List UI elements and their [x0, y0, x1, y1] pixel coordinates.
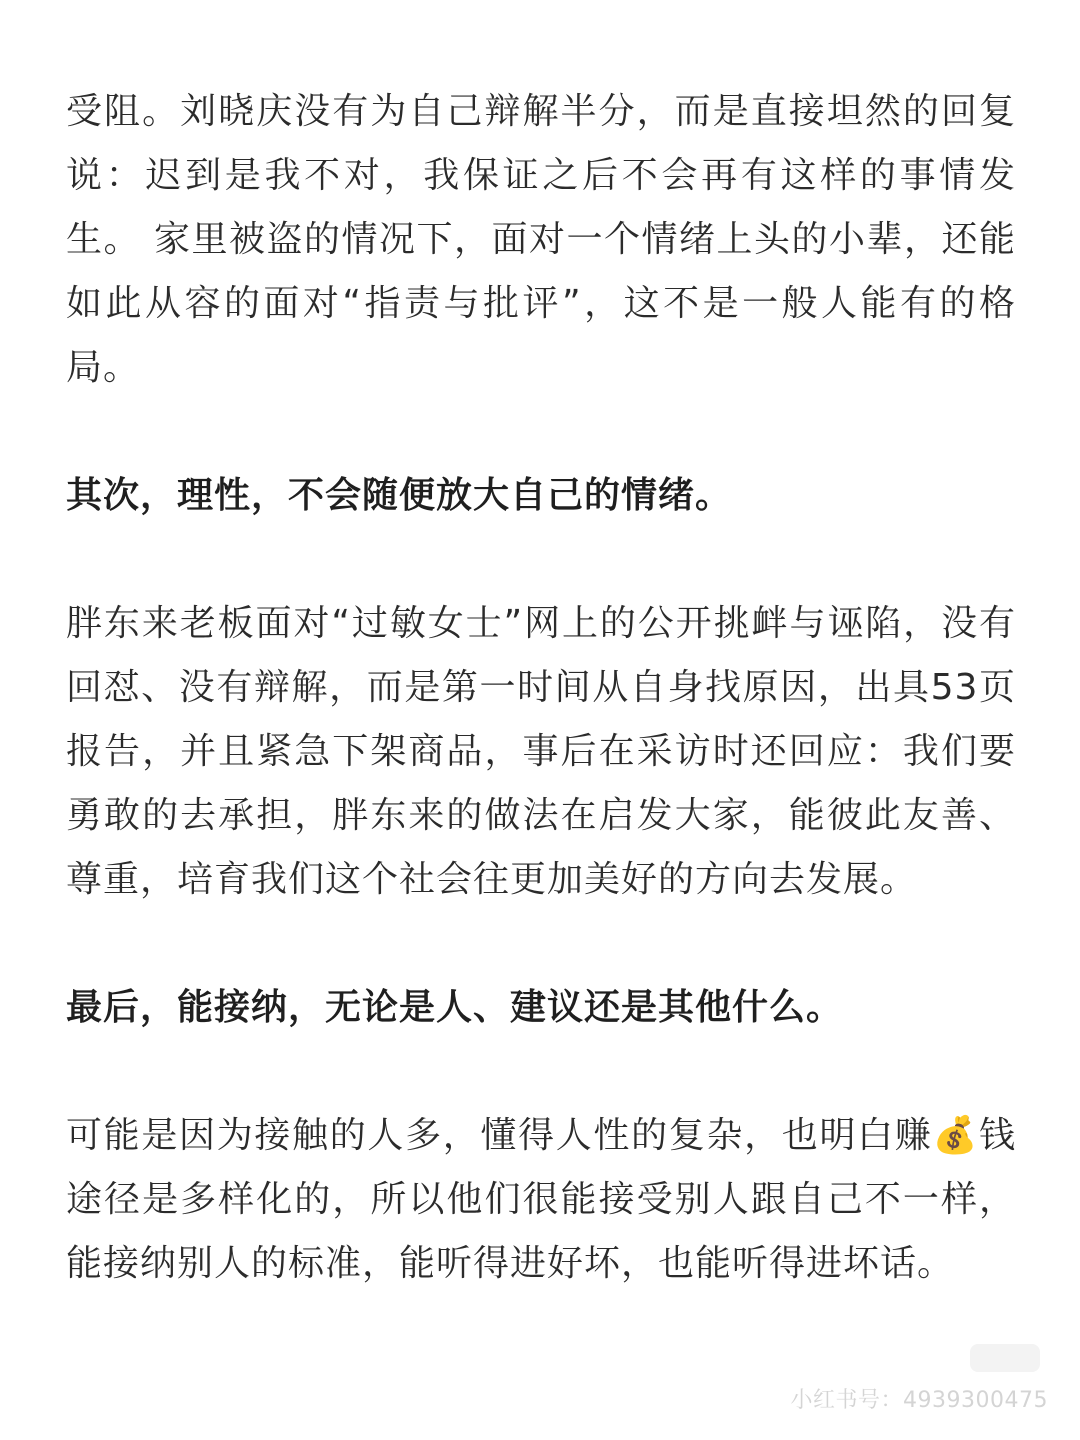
paragraph-pangdonglai: 胖东来老板面对“过敏女士”网上的公开挑衅与诬陷，没有回怼、没有辩解，而是第一时间从自身找原因，出具53页报告，并且紧急下架商品，事后在采访时还回应：我们要勇敢的去承担，胖东来的做法在启发大家，能彼此友善、尊重，培育我们这个社会往更加美好的方向去发展。 [66, 603, 1016, 900]
article-body [66, 80, 1016, 1296]
paragraph-gap [66, 912, 1016, 976]
heading-accept: 最后，能接纳，无论是人、建议还是其他什么。 [66, 987, 844, 1028]
paragraph-gap [66, 400, 1016, 464]
paragraph-accept-others: 可能是因为接触的人多，懂得人性的复杂，也明白赚💰钱途径是多样化的，所以他们很能接受别人跟自己不一样，能接纳别人的标准，能听得进好坏，也能听得进坏话。 [66, 1115, 1016, 1284]
paragraph-liu-xiaoqing: 受阻。刘晓庆没有为自己辩解半分，而是直接坦然的回复说：迟到是我不对，我保证之后不会再有这样的事情发生。 家里被盗的情况下，面对一个情绪上头的小辈，还能如此从容的面对“指责与批评”，这不是一般人能有的格局。 [66, 91, 1016, 388]
paragraph-gap [66, 528, 1016, 592]
watermark-id: 小红书号：4939300475 [790, 1388, 1048, 1413]
xiaohongshu-logo-icon [970, 1344, 1040, 1372]
heading-rational: 其次，理性，不会随便放大自己的情绪。 [66, 475, 733, 516]
paragraph-gap [66, 1040, 1016, 1104]
